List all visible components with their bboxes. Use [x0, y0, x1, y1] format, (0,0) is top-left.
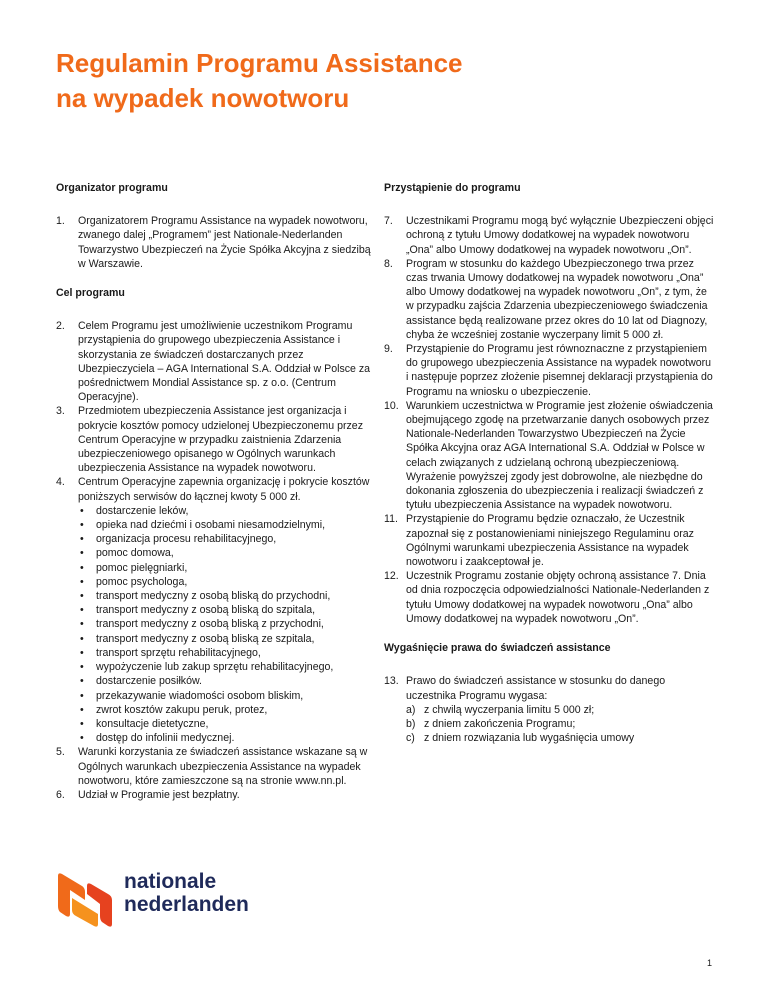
item-number: 13.	[384, 675, 399, 688]
bullet-item: • transport sprzętu rehabilitacyjnego,	[78, 646, 374, 660]
title-line-1: Regulamin Programu Assistance	[56, 48, 463, 78]
bullet-item: • transport medyczny z osobą bliską ze szpitala,	[78, 632, 374, 646]
item-text: Program w stosunku do każdego Ubezpieczonego trwa przez czas trwania Umowy dodatkowej na wypadek nowotworu „Ona” albo Umowy dodatkowej na wypadek nowotworu „On”, z tym, że w przypadku zajścia Zdarzenia ubezpieczeniowego świadczenia assistance będą realizowane przez okres do 10 lat od Diagnozy, chyba że wcześniej zostanie wyczerpany limit 5 000 zł.	[406, 257, 708, 341]
list-item	[56, 788, 374, 802]
bullet-item: • dostęp do infolinii medycznej.	[78, 731, 374, 745]
letter-text: z dniem rozwiązania lub wygaśnięcia umowy	[424, 732, 635, 745]
section-heading-organizer: Organizator programu	[56, 182, 168, 194]
letter-text: z chwilą wyczerpania limitu 5 000 zł;	[424, 703, 595, 716]
bullet-item: • pomoc pielęgniarki,	[78, 561, 374, 575]
logo-line-1: nationale	[124, 870, 217, 893]
item-number: 1.	[56, 215, 65, 228]
left-column	[56, 181, 374, 802]
item-number: 7.	[384, 215, 393, 228]
item-text: Celem Programu jest umożliwienie uczestnikom Programu przystąpienia do grupowego ubezpieczenia Assistance i skorzystania ze świadczeń dostarczanych przez Ubezpieczyciela – AGA International S.A. Oddział w Polsce za pośrednictwem Mondial Assistance sp. z o.o. (Centrum Operacyjne).	[78, 320, 371, 404]
item-text: Prawo do świadczeń assistance w stosunku do danego uczestnika Programu wygasa:	[406, 675, 666, 702]
item-text: Przystąpienie do Programu jest równoznaczne z przystąpieniem do grupowego ubezpieczenia Assistance na wypadek nowotworu i następuje poprzez złożenie pisemnej deklaracji przystąpienia do Programu na wniosku o ubezpieczenie.	[406, 343, 713, 398]
purpose-list	[56, 319, 374, 802]
bullet-item: • przekazywanie wiadomości osobom bliskim,	[78, 689, 374, 703]
list-item	[56, 745, 374, 788]
item-number: 10.	[384, 399, 399, 412]
logo-line-2: nederlanden	[124, 893, 249, 916]
services-bullet-list	[78, 504, 374, 745]
item-text: Przystąpienie do Programu będzie oznaczało, że Uczestnik zapoznał się z postanowieniami niniejszego Regulaminu oraz Ogólnymi warunkami ubezpieczenia Assistance na wypadek nowotworu i zaakceptował je.	[406, 513, 694, 569]
letter-marker: b)	[406, 717, 416, 730]
letter-item	[406, 703, 714, 717]
list-item	[56, 319, 374, 404]
expiry-list	[384, 674, 714, 745]
document-title	[56, 46, 676, 116]
list-item	[384, 257, 714, 342]
item-number: 8.	[384, 257, 393, 270]
section-heading-purpose: Cel programu	[56, 287, 125, 300]
bullet-item: • pomoc domowa,	[78, 546, 374, 560]
expiry-letter-list	[406, 703, 714, 746]
section-heading-joining: Przystąpienie do programu	[384, 182, 521, 194]
joining-list	[384, 214, 714, 626]
item-text: Centrum Operacyjne zapewnia organizację i pokrycie kosztów poniższych serwisów do łącznej kwoty 5 000 zł.	[78, 476, 370, 503]
page-number: 1	[706, 958, 712, 968]
item-text: Uczestnik Programu zostanie objęty ochroną assistance 7. Dnia od dnia rozpoczęcia odpowiedzialności Nationale-Nederlanden z tytułu Umowy dodatkowej na wypadek nowotworu „Ona” albo Umowy dodatkowej na wypadek nowotworu „On”.	[406, 570, 710, 625]
bullet-item: • transport medyczny z osobą bliską do szpitala,	[78, 603, 374, 617]
letter-item	[406, 731, 714, 745]
bullet-item: • konsultacje dietetyczne,	[78, 717, 374, 731]
list-item	[384, 674, 714, 745]
bullet-item: • wypożyczenie lub zakup sprzętu rehabilitacyjnego,	[78, 660, 374, 674]
bullet-item: • organizacja procesu rehabilitacyjnego,	[78, 532, 374, 546]
item-text: Warunki korzystania ze świadczeń assistance wskazane są w Ogólnych warunkach ubezpieczenia Assistance na wypadek nowotworu, które zamieszczone są na stronie www.nn.pl.	[78, 746, 368, 787]
list-item	[56, 475, 374, 745]
list-item	[384, 512, 714, 569]
title-line-2: na wypadek nowotworu	[56, 83, 350, 113]
item-number: 3.	[56, 405, 65, 418]
letter-item	[406, 717, 714, 731]
letter-marker: a)	[406, 703, 416, 716]
item-number: 5.	[56, 746, 65, 759]
item-text: Uczestnikami Programu mogą być wyłącznie Ubezpieczeni objęci ochroną z tytułu Umowy dodatkowej na wypadek nowotworu „Ona” albo Umowy dodatkowej na wypadek nowotworu „On”.	[406, 215, 714, 256]
bullet-item: • transport medyczny z osobą bliską do przychodni,	[78, 589, 374, 603]
organizer-list	[56, 214, 374, 271]
nationale-nederlanden-logo	[56, 868, 306, 940]
item-number: 9.	[384, 343, 393, 356]
nn-logo-mark-icon	[56, 868, 114, 934]
item-text: Udział w Programie jest bezpłatny.	[78, 788, 240, 801]
letter-marker: c)	[406, 732, 415, 745]
section-heading-expiry: Wygaśnięcie prawa do świadczeń assistance	[384, 642, 611, 655]
bullet-item: • dostarczenie leków,	[78, 504, 374, 518]
item-number: 6.	[56, 788, 65, 801]
list-item	[384, 569, 714, 626]
item-number: 11.	[384, 513, 398, 526]
item-text: Warunkiem uczestnictwa w Programie jest złożenie oświadczenia obejmującego zgodę na przetwarzanie danych osobowych przez Nationale-Nederlanden Towarzystwo Ubezpieczeń na Życie Spółka Akcyjna oraz AGA International S.A. Oddział w Polsce w celach związanych z udzielaną ochroną ubezpieczeniową. Wyrażenie powyższej zgody jest dobrowolne, ale niezbędne do dokonania zgłoszenia do ubezpieczenia i realizacji świadczeń z tytułu ubezpieczenia Assistance na wypadek nowotworu.	[406, 399, 713, 512]
item-number: 4.	[56, 476, 65, 489]
item-text: Organizatorem Programu Assistance na wypadek nowotworu, zwanego dalej „Programem” jest Nationale-Nederlanden Towarzystwo Ubezpieczeń na Życie Spółka Akcyjna z siedzibą w Warszawie.	[78, 215, 371, 270]
list-item	[56, 404, 374, 475]
item-text: Przedmiotem ubezpieczenia Assistance jest organizacja i pokrycie kosztów pomocy udzielonej Ubezpieczonemu przez Centrum Operacyjne w przypadku zaistnienia Zdarzenia ubezpieczeniowego opisanego w Ogólnych warunkach ubezpieczenia Assistance na wypadek nowotworu.	[78, 405, 363, 475]
right-column	[384, 181, 714, 745]
list-item	[384, 214, 714, 257]
bullet-item: • pomoc psychologa,	[78, 575, 374, 589]
list-item	[384, 342, 714, 399]
list-item	[56, 214, 374, 271]
bullet-item: • dostarczenie posiłków.	[78, 674, 374, 688]
bullet-item: • opieka nad dziećmi i osobami niesamodzielnymi,	[78, 518, 374, 532]
logo-wordmark	[124, 870, 249, 916]
letter-text: z dniem zakończenia Programu;	[424, 717, 576, 730]
list-item	[384, 399, 714, 513]
bullet-item: • transport medyczny z osobą bliską z przychodni,	[78, 617, 374, 631]
bullet-item: • zwrot kosztów zakupu peruk, protez,	[78, 703, 374, 717]
item-number: 2.	[56, 320, 65, 333]
item-number: 12.	[384, 570, 399, 583]
